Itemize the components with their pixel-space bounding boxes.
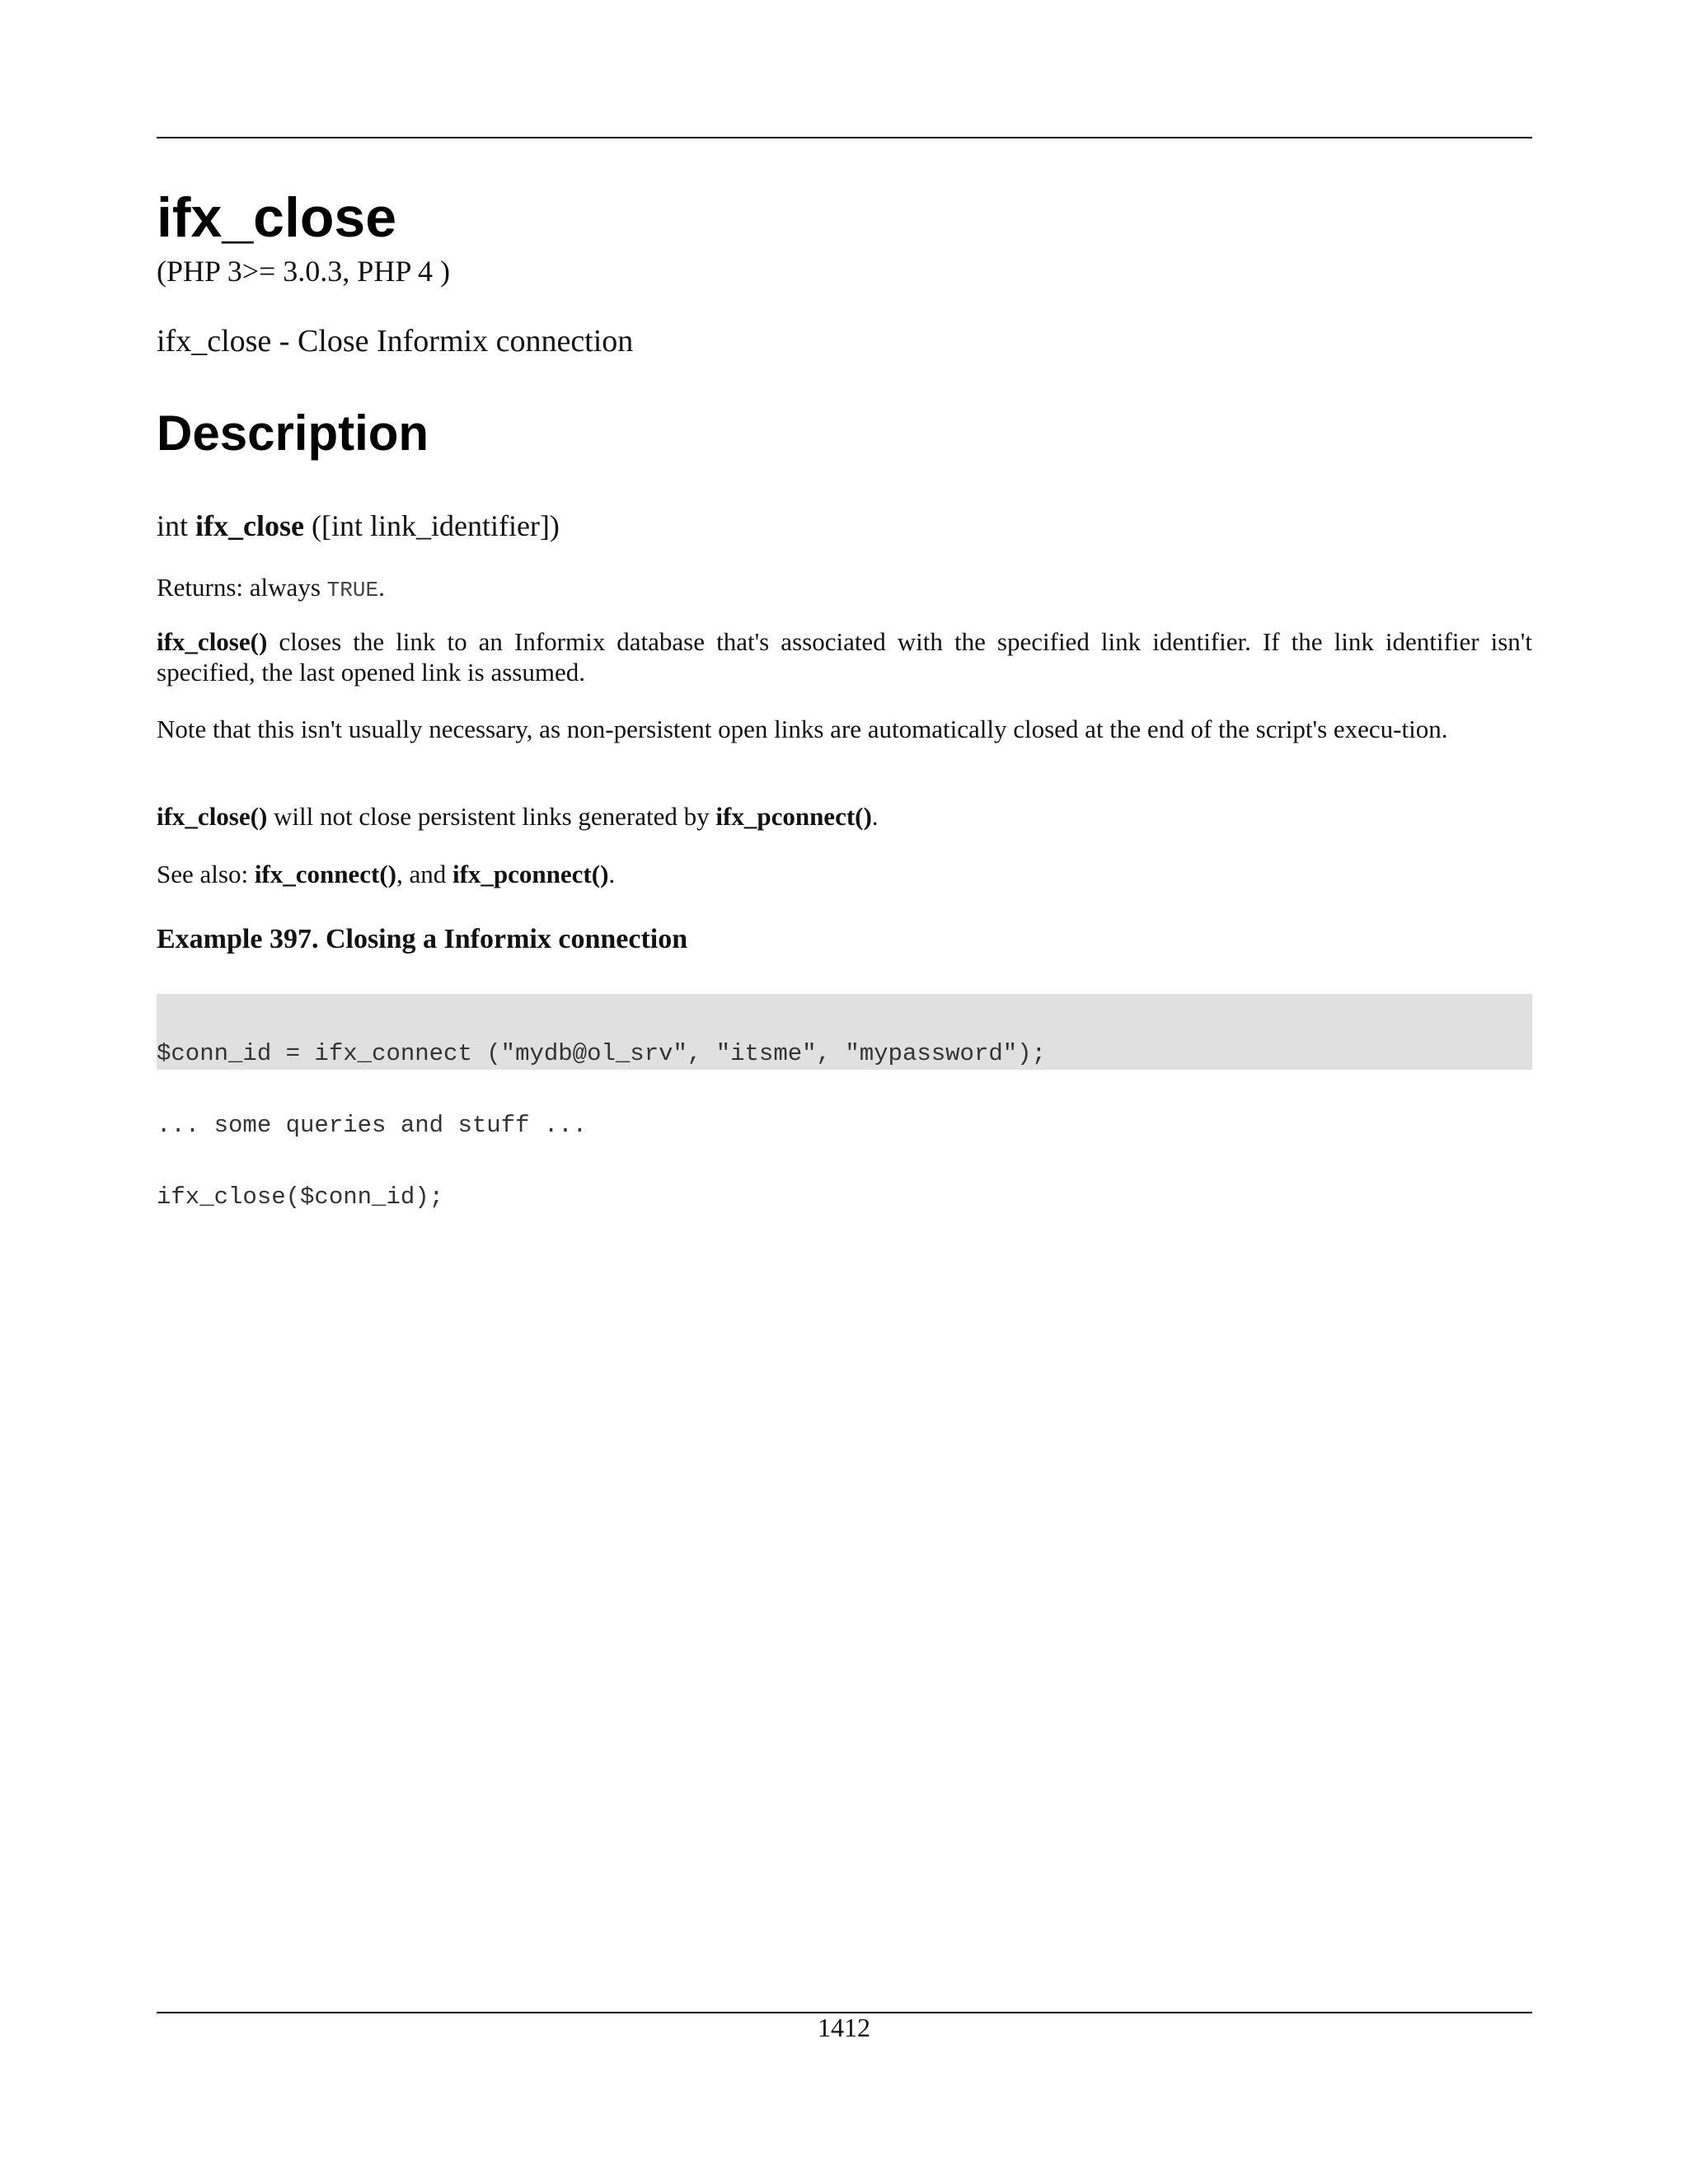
synopsis-function-name: ifx_close <box>195 509 304 542</box>
function-reference: ifx_close() <box>157 627 268 656</box>
function-title: ifx_close <box>157 186 397 249</box>
description-heading: Description <box>157 405 429 461</box>
page-number: 1412 <box>818 2013 870 2042</box>
example-title: Example 397. Closing a Informix connection <box>157 924 688 954</box>
see-also-label: See also: <box>157 860 249 888</box>
connect-reference: ifx_connect() <box>254 860 396 888</box>
returns-end: . <box>378 573 385 602</box>
function-purpose: ifx_close - Close Informix connection <box>157 324 634 359</box>
pconnect-reference: ifx_pconnect() <box>452 860 609 888</box>
returns-label: Returns: always <box>157 573 321 602</box>
function-reference: ifx_close() <box>157 802 268 831</box>
note-paragraph: Note that this isn't usually necessary, as non-persistent open links are automatically closed at the end of the script's execu-tion. <box>157 715 1448 743</box>
synopsis-return-type: int <box>157 509 189 542</box>
function-synopsis <box>157 509 560 544</box>
returns-value: TRUE <box>326 578 379 602</box>
header-rule <box>157 137 1532 138</box>
close-description-paragraph <box>157 626 1532 687</box>
see-also-separator: , and <box>396 860 447 888</box>
persistent-links-end: . <box>871 802 879 831</box>
see-also-end: . <box>608 860 616 888</box>
persistent-links-text: will not close persistent links generated by <box>274 802 710 831</box>
see-also-paragraph <box>157 859 1532 889</box>
returns-paragraph <box>157 572 1532 606</box>
pconnect-reference: ifx_pconnect() <box>715 802 872 831</box>
code-line: $conn_id = ifx_connect ("mydb@ol_srv", "itsme", "mypassword"); <box>157 1040 1046 1067</box>
code-line: ... some queries and stuff ... <box>157 1112 588 1139</box>
code-line: ifx_close($conn_id); <box>157 1183 444 1211</box>
synopsis-params: ([int link_identifier]) <box>311 509 560 542</box>
version-info: (PHP 3>= 3.0.3, PHP 4 ) <box>157 255 450 288</box>
persistent-links-paragraph <box>157 801 1532 832</box>
close-description-text: closes the link to an Informix database that's associated with the specified link identifier. If the link identifier isn't specified, the last opened link is assumed. <box>157 627 1533 687</box>
code-block <box>157 994 1532 1211</box>
